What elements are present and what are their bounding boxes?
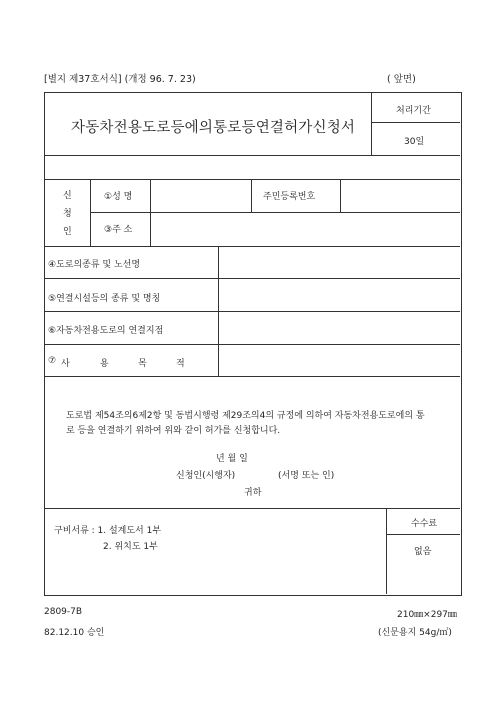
fee-value: 없음: [414, 547, 432, 557]
signature-note: (서명 또는 인): [278, 471, 335, 481]
divider: [90, 212, 460, 213]
divider: [44, 179, 460, 180]
form-code: 2809-7B: [44, 607, 83, 617]
connection-point-label: ⑥자동차전용도로의 연결지점: [48, 326, 164, 336]
approval-date: 82.12.10 승인: [44, 628, 105, 638]
divider: [251, 179, 252, 212]
divider: [44, 376, 460, 377]
divider: [44, 311, 460, 312]
divider: [386, 508, 387, 594]
divider: [371, 122, 460, 123]
purpose-number: ⑦: [48, 356, 57, 366]
purpose-char: 사: [61, 359, 70, 369]
date-line: 년 월 일: [216, 454, 248, 464]
divider: [371, 92, 372, 155]
applicant-char: 신: [63, 191, 72, 201]
paper-type: (신문용지 54g/㎡): [378, 628, 452, 638]
divider: [44, 344, 460, 345]
divider: [44, 246, 460, 247]
addressee: 귀하: [244, 488, 262, 498]
declaration-line-1: 도로법 제54조의6제2항 및 동법시행령 제29조의4의 규정에 의하여 자동차전용도로에의 통: [66, 411, 425, 421]
processing-period-value: 30일: [404, 137, 425, 147]
name-label: ①성 명: [104, 192, 133, 202]
applicant-char: 인: [63, 227, 72, 237]
form-title: 자동차전용도로등에의통로등연결허가신청서: [71, 120, 356, 136]
required-documents-label: 구비서류 : 1. 설계도서 1부: [54, 526, 162, 536]
road-type-label: ④도로의종류 및 노선명: [48, 260, 141, 270]
required-document-item: 2. 위치도 1부: [103, 542, 158, 552]
declaration-line-2: 로 등을 연결하기 위하여 위와 같이 허가를 신청합니다.: [66, 426, 281, 436]
processing-period-label: 처리기간: [396, 106, 431, 116]
applicant-char: 청: [63, 209, 72, 219]
purpose-char: 용: [100, 359, 109, 369]
fee-label: 수수료: [411, 519, 438, 529]
divider: [44, 508, 460, 509]
divider: [150, 179, 151, 246]
form-reference: [별지 제37호서식] (개정 96. 7. 23): [44, 74, 196, 85]
applicant-signature-label: 신청인(시행자): [176, 471, 236, 481]
facility-type-label: ⑤연결시설등의 종류 및 명칭: [48, 294, 161, 304]
divider: [44, 278, 460, 279]
side-note: ( 앞면): [387, 74, 416, 85]
resident-id-label: 주민등록번호: [263, 192, 316, 202]
divider: [386, 534, 460, 535]
purpose-char: 목: [138, 359, 147, 369]
divider: [340, 179, 341, 212]
purpose-char: 적: [176, 359, 185, 369]
address-label: ③주 소: [104, 225, 133, 235]
paper-size: 210㎜×297㎜: [397, 610, 457, 620]
divider: [44, 155, 460, 156]
